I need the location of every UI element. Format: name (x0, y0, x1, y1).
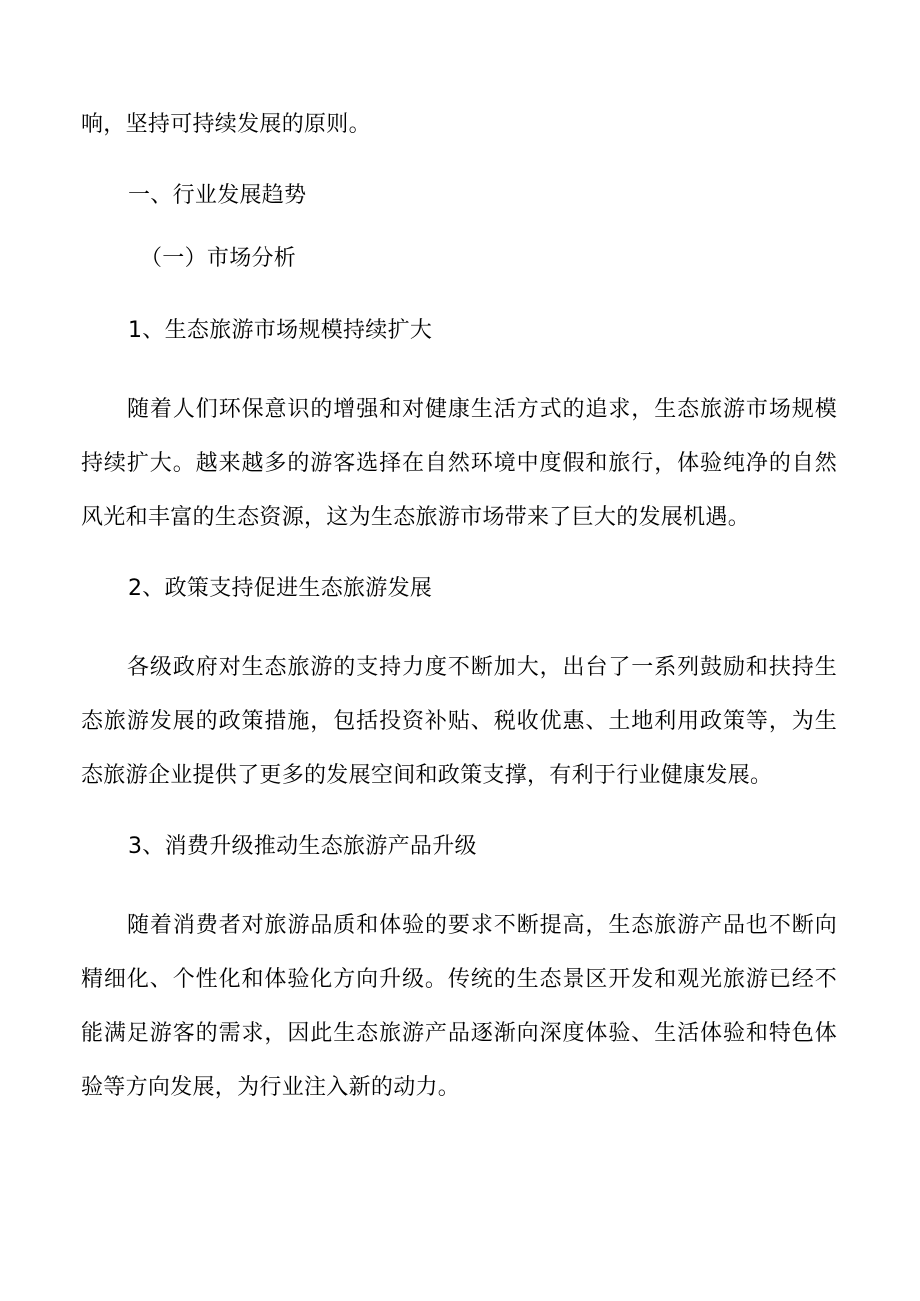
item-body-3: 随着消费者对旅游品质和体验的要求不断提高，生态旅游产品也不断向精细化、个性化和体验化方向升级。传统的生态景区开发和观光旅游已经不能满足游客的需求，因此生态旅游产品逐渐向深度体验、生活体验和特色体验等方向发展，为行业注入新的动力。 (81, 913, 837, 1100)
item-heading-1: 1、生态旅游市场规模持续扩大 (128, 318, 433, 343)
item-body-1: 随着人们环保意识的增强和对健康生活方式的追求，生态旅游市场规模持续扩大。越来越多的游客选择在自然环境中度假和旅行，体验纯净的自然风光和丰富的生态资源，这为生态旅游市场带来了巨大的发展机遇。 (81, 397, 837, 530)
item-heading-3: 3、消费升级推动生态旅游产品升级 (128, 834, 477, 859)
item-body-2: 各级政府对生态旅游的支持力度不断加大，出台了一系列鼓励和扶持生态旅游发展的政策措施，包括投资补贴、税收优惠、土地利用政策等，为生态旅游企业提供了更多的发展空间和政策支撑，有利于行业健康发展。 (81, 655, 837, 788)
item-heading-2: 2、政策支持促进生态旅游发展 (128, 576, 433, 601)
continuation-line: 响，坚持可持续发展的原则。 (81, 112, 371, 137)
subsection-heading: （一）市场分析 (140, 246, 297, 271)
section-heading: 一、行业发展趋势 (128, 183, 307, 208)
